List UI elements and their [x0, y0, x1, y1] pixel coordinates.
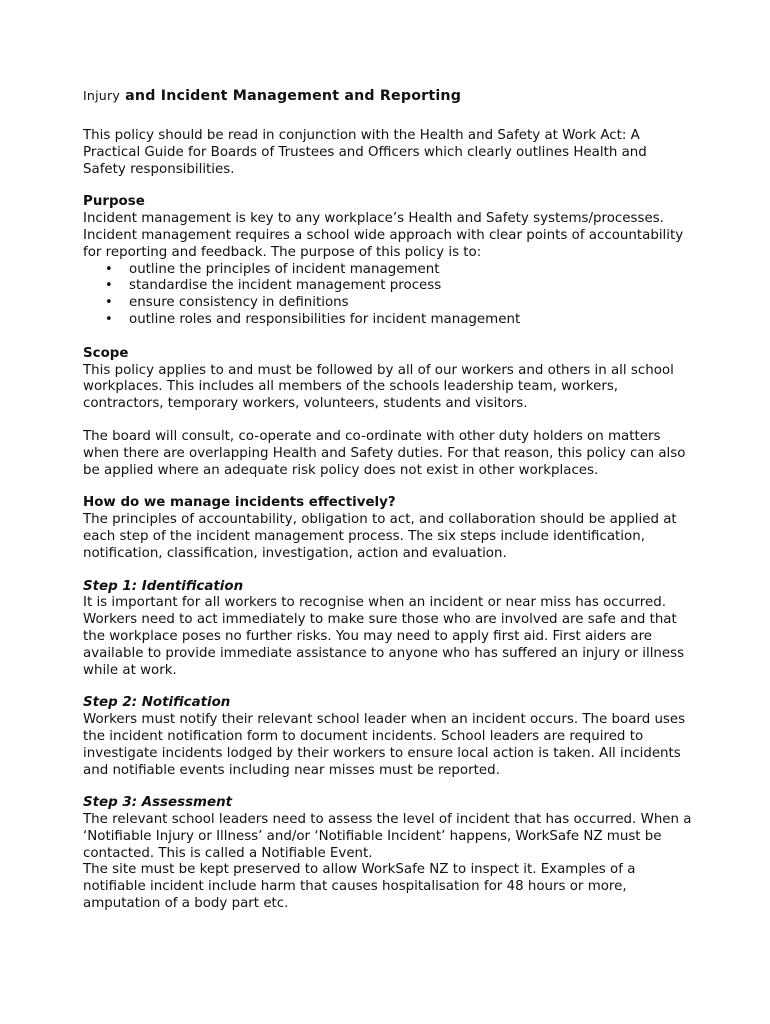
step3-section	[83, 795, 693, 913]
intro-paragraph: This policy should be read in conjunction with the Health and Safety at Work Act: A Practical Guide for Boards of Trustees and Officers which clearly outlines Health and Safety responsibilities.	[83, 128, 647, 177]
step3-text-1: The relevant school leaders need to assess the level of incident that has occurred. When a ‘Notifiable Injury or Illness’ and/or ‘Notifiable Incident’ happens, WorkSafe NZ must be contacted. This is called a Notifiable Event.	[83, 812, 692, 861]
scope-section	[83, 346, 693, 480]
step1-section	[83, 579, 693, 680]
list-item: • standardise the incident management process	[105, 278, 442, 294]
purpose-bullet-list	[83, 262, 693, 329]
purpose-text: Incident management is key to any workplace’s Health and Safety systems/processes. Incident management requires a school wide approach with clear points of accountability for reporting and feedback. The purpose of this policy is to:	[83, 211, 684, 260]
list-item: • outline the principles of incident management	[105, 261, 440, 277]
manage-section	[83, 495, 693, 562]
bullet-icon: •	[105, 295, 113, 311]
step3-text-2: The site must be kept preserved to allow WorkSafe NZ to inspect it. Examples of a notifiable incident include harm that causes hospitalisation for 48 hours or more, amputation of a body part etc.	[83, 862, 636, 912]
step1-heading: Step 1: Identification	[83, 578, 244, 594]
step2-section	[83, 695, 693, 779]
step1-text: It is important for all workers to recognise when an incident or near miss has occurred. Workers need to act immediately to make sure those who are involved are safe and that the workplace poses no further risks. You may need to apply first aid. First aiders are available to provide immediate assistance to anyone who has suffered an injury or illness while at work.	[83, 595, 685, 678]
title-rest: and Incident Management and Reporting	[120, 88, 462, 104]
bullet-icon: •	[105, 278, 113, 294]
list-item: • ensure consistency in definitions	[105, 295, 349, 311]
bullet-icon: •	[105, 261, 113, 277]
step3-heading: Step 3: Assessment	[83, 795, 233, 811]
document-title	[83, 86, 693, 106]
purpose-heading: Purpose	[83, 194, 145, 210]
manage-text: The principles of accountability, obligation to act, and collaboration should be applied at each step of the incident management process. The six steps include identification, notification, classification, investigation, action and evaluation.	[83, 512, 677, 561]
title-lead: Injury	[83, 88, 121, 103]
manage-heading: How do we manage incidents effectively?	[83, 495, 396, 511]
scope-text-2: The board will consult, co-operate and co-ordinate with other duty holders on matters when there are overlapping Health and Safety duties. For that reason, this policy can also be applied where an adequate risk policy does not exist in other workplaces.	[83, 428, 686, 478]
list-item: • outline roles and responsibilities for incident management	[105, 311, 521, 327]
scope-text-1: This policy applies to and must be followed by all of our workers and others in all school workplaces. This includes all members of the schools leadership team, workers, contractors, temporary workers, volunteers, students and visitors.	[83, 362, 674, 412]
bullet-icon: •	[105, 311, 113, 327]
step2-text: Workers must notify their relevant school leader when an incident occurs. The board uses the incident notification form to document incidents. School leaders are required to investigate incidents lodged by their workers to ensure local action is taken. All incidents and notifiable events including near misses must be reported.	[83, 712, 686, 778]
purpose-section	[83, 194, 693, 261]
scope-heading: Scope	[83, 345, 129, 361]
step2-heading: Step 2: Notification	[83, 695, 231, 711]
document-page	[83, 86, 693, 929]
